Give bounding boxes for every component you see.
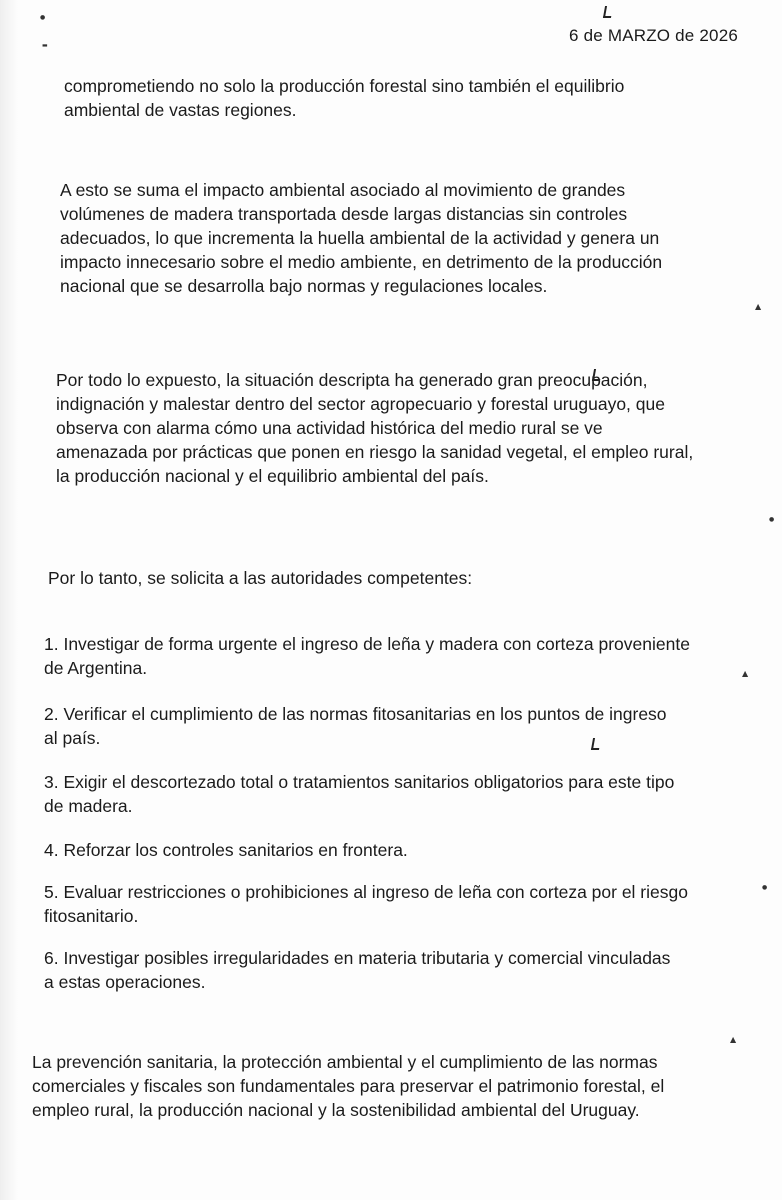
text-line: 4. Reforzar los controles sanitarios en frontera.: [44, 840, 408, 860]
request-item-6: [44, 946, 690, 994]
scan-dot: ▲: [755, 302, 762, 311]
scan-dot: ●: [40, 14, 46, 21]
request-list: [44, 632, 690, 1014]
text-line: Por lo tanto, se solicita a las autoridades competentes:: [48, 568, 473, 588]
scan-dot: ▲: [730, 1035, 737, 1044]
text-line: 1. Investigar de forma urgente el ingreso de leña y madera con corteza proveniente: [44, 634, 690, 654]
scan-dot: ▲: [742, 669, 749, 678]
text-line: observa con alarma cómo una actividad histórica del medio rural se ve: [56, 418, 603, 438]
text-line: La prevención sanitaria, la protección ambiental y el cumplimiento de las normas: [32, 1052, 658, 1072]
scan-dot: ●: [769, 516, 775, 523]
text-line: indignación y malestar dentro del sector agropecuario y forestal uruguayo, que: [56, 394, 665, 414]
text-line: impacto innecesario sobre el medio ambiente, en detrimento de la producción: [60, 252, 663, 272]
pen-mark: [603, 6, 613, 18]
paragraph-environmental-impact: [60, 178, 662, 298]
text-line: 2. Verificar el cumplimiento de las normas fitosanitarias en los puntos de ingreso: [44, 704, 667, 724]
text-line: adecuados, lo que incrementa la huella ambiental de la actividad y genera un: [60, 228, 660, 248]
text-line: de Argentina.: [44, 658, 148, 678]
text-line: comerciales y fiscales son fundamentales para preservar el patrimonio forestal, el: [32, 1076, 665, 1096]
text-line: nacional que se desarrolla bajo normas y regulaciones locales.: [60, 276, 548, 296]
text-line: de madera.: [44, 796, 133, 816]
text-line: a estas operaciones.: [44, 972, 206, 992]
scan-dot: ●: [762, 884, 768, 891]
text-line: Por todo lo expuesto, la situación descripta ha generado gran preocupación,: [56, 370, 648, 390]
request-item-4: [44, 838, 690, 862]
paragraph-request-intro: [48, 566, 472, 590]
text-line: la producción nacional y el equilibrio ambiental del país.: [56, 466, 489, 486]
text-line: ambiental de vastas regiones.: [64, 100, 297, 120]
text-line: amenazada por prácticas que ponen en riesgo la sanidad vegetal, el empleo rural,: [56, 442, 694, 462]
text-line: al país.: [44, 728, 101, 748]
text-line: A esto se suma el impacto ambiental asociado al movimiento de grandes: [60, 180, 626, 200]
paragraph-concern: [56, 368, 693, 488]
text-line: 6. Investigar posibles irregularidades en materia tributaria y comercial vinculadas: [44, 948, 671, 968]
request-item-1: [44, 632, 690, 680]
paragraph-conclusion: [32, 1050, 664, 1122]
text-line: comprometiendo no solo la producción forestal sino también el equilibrio: [64, 76, 625, 96]
request-item-3: [44, 770, 690, 818]
text-line: 3. Exigir el descortezado total o tratamientos sanitarios obligatorios para este tipo: [44, 772, 675, 792]
document-date: 6 de MARZO de 2026: [569, 26, 738, 45]
text-line: empleo rural, la producción nacional y la sostenibilidad ambiental del Uruguay.: [32, 1100, 640, 1120]
scan-dot: ▬: [42, 42, 48, 49]
text-line: 5. Evaluar restricciones o prohibiciones al ingreso de leña con corteza por el riesgo: [44, 882, 688, 902]
text-line: fitosanitario.: [44, 906, 139, 926]
request-item-5: [44, 880, 690, 928]
paragraph-intro: [64, 74, 624, 122]
text-line: volúmenes de madera transportada desde largas distancias sin controles: [60, 204, 628, 224]
